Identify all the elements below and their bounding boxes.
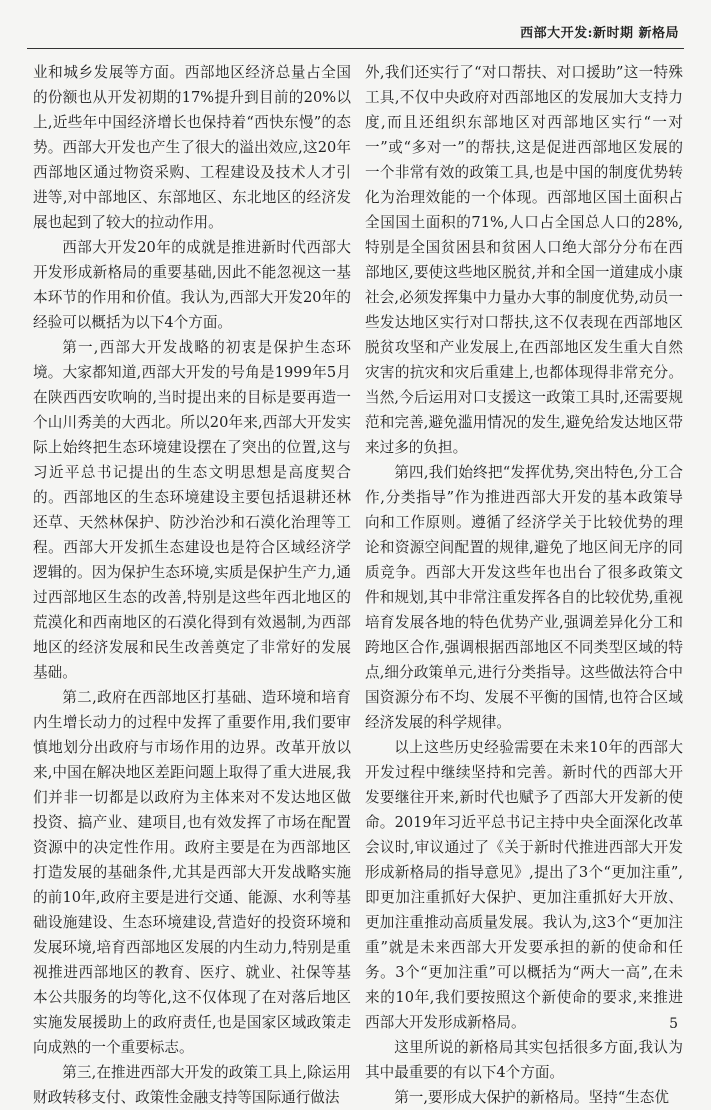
right-column — [365, 60, 683, 1106]
running-header-title: 西部大开发:新时期 新格局 — [520, 26, 679, 41]
page-number: 5 — [669, 1016, 678, 1032]
paragraph: 业和城乡发展等方面。西部地区经济总量占全国的份额也从开发初期的17%提升到目前的20%以上,近些年中国经济增长也保持着“西快东慢”的态势。西部大开发也产生了很大的溢出效应,这20年西部地区通过物资采购、工程建设及技术人才引进等,对中部地区、东部地区、东北地区的经济发展也起到了较大的拉动作用。 — [33, 64, 351, 231]
paragraph: 第一,西部大开发战略的初衷是保护生态环境。大家都知道,西部大开发的号角是1999年5月在陕西西安吹响的,当时提出来的目标是要再造一个山川秀美的大西北。所以20年来,西部大开发实际上始终把生态环境建设摆在了突出的位置,这与习近平总书记提出的生态文明思想是高度契合的。西部地区的生态环境建设主要包括退耕还林还草、天然林保护、防沙治沙和石漠化治理等工程。西部大开发抓生态建设也是符合区域经济学逻辑的。因为保护生态环境,实质是保护生产力,通过西部地区生态的改善,特别是这些年西北地区的荒漠化和西南地区的石漠化得到有效遏制,为西部地区的经济发展和民生改善奠定了非常好的发展基础。 — [33, 339, 351, 681]
left-column — [33, 60, 351, 1106]
paragraph: 这里所说的新格局其实包括很多方面,我认为其中最重要的有以下4个方面。 — [365, 1039, 683, 1081]
paragraph: 以上这些历史经验需要在未来10年的西部大开发过程中继续坚持和完善。新时代的西部大开发要继往开来,新时代也赋予了西部大开发新的使命。2019年习近平总书记主持中央全面深化改革会议时,审议通过了《关于新时代推进西部大开发形成新格局的指导意见》,提出了3个“更加注重”,即更加注重抓好大保护、更加注重抓好大开放、更加注重推动高质量发展。我认为,这3个“更加注重”就是未来西部大开发要承担的新的使命和任务。3个“更加注重”可以概括为“两大一高”,在未来的10年,我们要按照这个新使命的要求,来推进西部大开发形成新格局。 — [365, 739, 683, 1031]
paragraph: 第二,政府在西部地区打基础、造环境和培育内生增长动力的过程中发挥了重要作用,我们要审慎地划分出政府与市场作用的边界。改革开放以来,中国在解决地区差距问题上取得了重大进展,我们并非一切都是以政府为主体来对不发达地区做投资、搞产业、建项目,也有效发挥了市场在配置资源中的决定性作用。政府主要是在为西部地区打造发展的基础条件,尤其是西部大开发战略实施的前10年,政府主要是进行交通、能源、水利等基础设施建设、生态环境建设,营造好的投资环境和发展环境,培育西部地区发展的内生动力,特别是重视推进西部地区的教育、医疗、就业、社保等基本公共服务的均等化,这不仅体现了在对落后地区实施发展援助上的政府责任,也是国家区域政策走向成熟的一个重要标志。 — [33, 689, 351, 1056]
paragraph: 第一,要形成大保护的新格局。坚持“生态优 — [394, 1089, 669, 1106]
paragraph: 第三,在推进西部大开发的政策工具上,除运用财政转移支付、政策性金融支持等国际通行做法 — [33, 1064, 351, 1106]
paragraph: 第四,我们始终把“发挥优势,突出特色,分工合作,分类指导”作为推进西部大开发的基本政策导向和工作原则。遵循了经济学关于比较优势的理论和资源空间配置的规律,避免了地区间无序的同质竞争。西部大开发这些年也出台了很多政策文件和规划,其中非常注重发挥各自的比较优势,重视培育发展各地的特色优势产业,强调差异化分工和跨地区合作,强调根据西部地区不同类型区域的特点,细分政策单元,进行分类指导。这些做法符合中国资源分布不均、发展不平衡的国情,也符合区域经济发展的科学规律。 — [365, 464, 683, 731]
page-header — [0, 0, 711, 50]
paragraph: 西部大开发20年的成就是推进新时代西部大开发形成新格局的重要基础,因此不能忽视这一基本环节的作用和价值。我认为,西部大开发20年的经验可以概括为以下4个方面。 — [33, 239, 351, 331]
paragraph: 外,我们还实行了“对口帮扶、对口援助”这一特殊工具,不仅中央政府对西部地区的发展加大支持力度,而且还组织东部地区对西部地区实行“一对一”或“多对一”的帮扶,这是促进西部地区发展的一个非常有效的政策工具,也是中国的制度优势转化为治理效能的一个体现。西部地区国土面积占全国国土面积的71%,人口占全国总人口的28%,特别是全国贫困县和贫困人口绝大部分分布在西部地区,要使这些地区脱贫,并和全国一道建成小康社会,必须发挥集中力量办大事的制度优势,动员一些发达地区实行对口帮扶,这不仅表现在西部地区脱贫攻坚和产业发展上,在西部地区发生重大自然灾害的抗灾和灾后重建上,也都体现得非常充分。当然,今后运用对口支援这一政策工具时,还需要规范和完善,避免滥用情况的发生,避免给发达地区带来过多的负担。 — [365, 64, 683, 456]
header-rule — [27, 48, 684, 49]
